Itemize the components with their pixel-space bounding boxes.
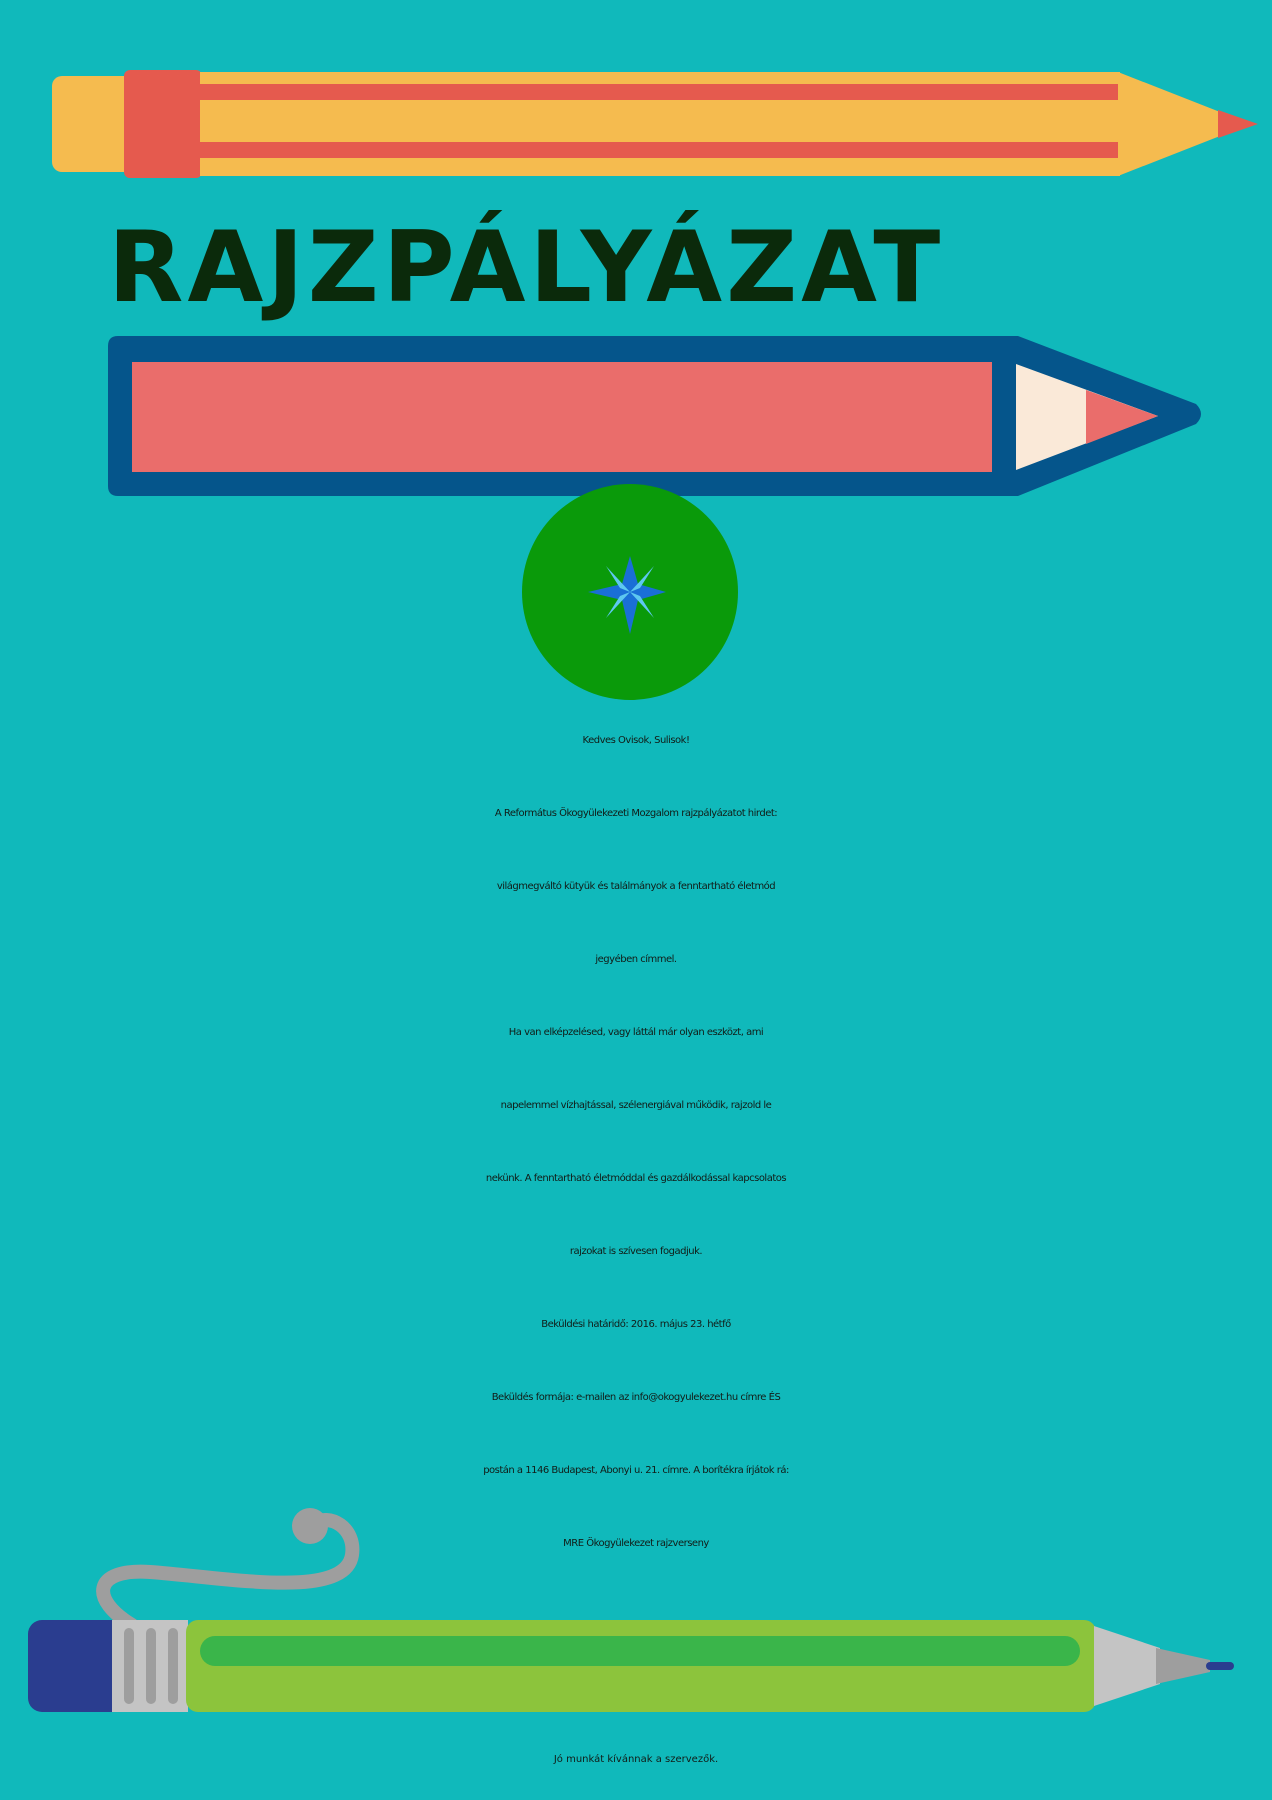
text-line: jegyében címmel. [595, 954, 677, 965]
text-line: napelemmel vízhajtással, szélenergiával működik, rajzold le [500, 1100, 772, 1111]
text-line: A Református Ökogyülekezeti Mozgalom rajzpályázatot hirdet: [494, 808, 778, 819]
envelope-label-line: MRE Ökogyülekezet rajzverseny [563, 1538, 709, 1549]
text-line: nekünk. A fenntartható életmóddal és gazdálkodással kapcsolatos [485, 1173, 787, 1184]
yellow-pencil-icon [52, 70, 1258, 178]
deadline-line: Beküldési határidő: 2016. május 23. hétfő [541, 1319, 731, 1330]
text-line: rajzokat is szívesen fogadjuk. [569, 1246, 703, 1257]
pink-pencil-icon [108, 336, 1201, 496]
submission-line: Beküldés formája: e-mailen az info@okogyulekezet.hu címre ÉS [491, 1392, 781, 1403]
text-line: világmegváltó kütyük és találmányok a fenntartható életmód [496, 881, 776, 892]
address-line: postán a 1146 Budapest, Abonyi u. 21. címre. A borítékra írjátok rá: [483, 1465, 789, 1476]
closing-line: Jó munkát kívánnak a szervezők. [553, 1754, 719, 1765]
page-title: RAJZPÁLYÁZAT [108, 211, 945, 325]
green-badge-icon [522, 484, 738, 700]
greeting-line: Kedves Ovisok, Sulisok! [582, 735, 690, 746]
announcement-text [0, 704, 1272, 1580]
text-line: Ha van elképzelésed, vagy láttál már olyan eszközt, ami [508, 1027, 764, 1038]
